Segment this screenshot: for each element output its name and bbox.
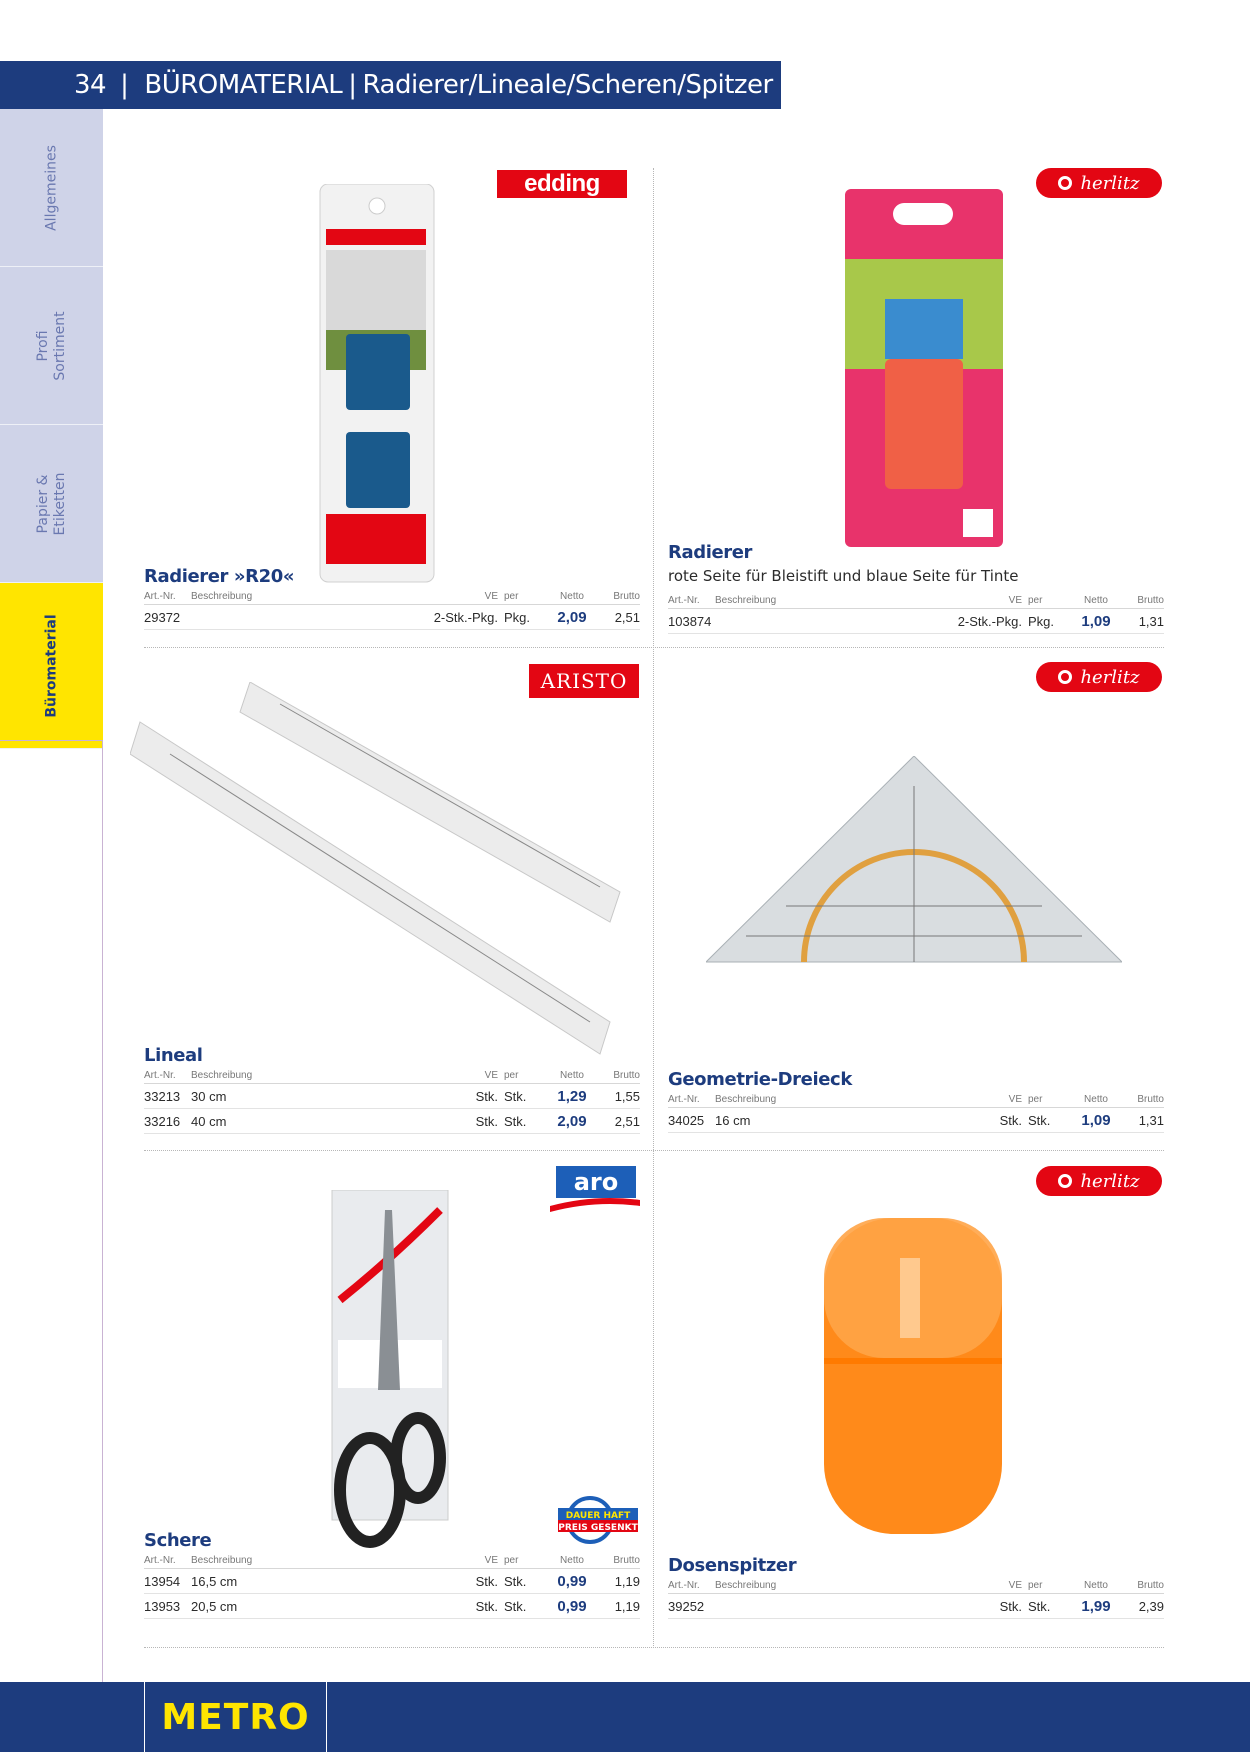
table-row: 33216 40 cm Stk. Stk. 2,09 2,51	[144, 1109, 640, 1134]
sidebar	[0, 109, 103, 749]
col-ve: VE	[929, 1094, 1028, 1108]
col-desc: Beschreibung	[715, 595, 861, 609]
product-title: Dosenspitzer	[668, 1555, 797, 1576]
product-dosenspitzer	[668, 1555, 1164, 1619]
eraser-pack-image	[318, 184, 438, 584]
col-netto: Netto	[544, 1555, 600, 1569]
product-table	[144, 1070, 640, 1134]
product-radierer-r20	[144, 566, 640, 630]
table-row: 13954 16,5 cm Stk. Stk. 0,99 1,19	[144, 1569, 640, 1594]
header-subcategory-separator: |	[348, 70, 357, 100]
header-subcategory: Radierer/Lineale/Scheren/Spitzer	[362, 70, 773, 100]
svg-text:DAUER HAFT: DAUER HAFT	[565, 1511, 631, 1521]
col-desc: Beschreibung	[715, 1580, 929, 1594]
col-desc: Beschreibung	[715, 1094, 929, 1108]
col-art: Art.-Nr.	[144, 1070, 191, 1084]
product-geometrie-dreieck	[668, 1069, 1164, 1133]
sidebar-tab-label: Papier & Etiketten	[34, 472, 68, 535]
sidebar-tab-label: Allgemeines	[43, 144, 59, 231]
product-table	[668, 1580, 1164, 1619]
col-netto: Netto	[544, 1070, 600, 1084]
col-art: Art.-Nr.	[144, 1555, 191, 1569]
col-per: per	[504, 591, 544, 605]
page-footer	[0, 1682, 1250, 1752]
aristo-logo: ARISTO	[529, 664, 639, 698]
product-table	[144, 1555, 640, 1619]
scissors-image	[330, 1190, 452, 1558]
col-per: per	[504, 1555, 544, 1569]
row-divider	[144, 1647, 1164, 1648]
herlitz-logo: herlitz	[1036, 662, 1162, 692]
sidebar-tab-profi-sortiment[interactable]	[0, 267, 103, 425]
header-separator: |	[120, 70, 129, 100]
product-radierer	[668, 542, 1164, 634]
col-brutto: Brutto	[600, 1070, 640, 1084]
col-netto: Netto	[1068, 1580, 1124, 1594]
col-brutto: Brutto	[600, 1555, 640, 1569]
metro-logo: METRO	[144, 1682, 327, 1752]
col-ve: VE	[861, 595, 1028, 609]
col-art: Art.-Nr.	[668, 595, 715, 609]
col-ve: VE	[405, 1070, 504, 1084]
table-row: 103874 2-Stk.-Pkg. Pkg. 1,09 1,31	[668, 609, 1164, 634]
sidebar-divider	[0, 740, 103, 741]
row-divider	[144, 647, 1164, 648]
col-art: Art.-Nr.	[144, 591, 191, 605]
table-row: 33213 30 cm Stk. Stk. 1,29 1,55	[144, 1084, 640, 1109]
col-desc: Beschreibung	[191, 591, 337, 605]
sidebar-tab-bueromaterial[interactable]	[0, 583, 103, 749]
herlitz-ring-icon	[1058, 176, 1072, 190]
table-row: 39252 Stk. Stk. 1,99 2,39	[668, 1594, 1164, 1619]
sharpener-image	[820, 1208, 1006, 1538]
product-title: Geometrie-Dreieck	[668, 1069, 852, 1090]
table-row: 29372 2-Stk.-Pkg. Pkg. 2,09 2,51	[144, 605, 640, 630]
product-title: Schere	[144, 1530, 212, 1551]
sidebar-tab-papier-etiketten[interactable]	[0, 425, 103, 583]
product-title: Radierer »R20«	[144, 566, 295, 587]
col-brutto: Brutto	[1124, 1580, 1164, 1594]
col-per: per	[504, 1070, 544, 1084]
product-table	[668, 595, 1164, 634]
herlitz-eraser-image	[843, 189, 1005, 549]
col-ve: VE	[405, 1555, 504, 1569]
sidebar-tab-label: Profi Sortiment	[34, 310, 68, 381]
col-brutto: Brutto	[600, 591, 640, 605]
product-lineal	[144, 1045, 640, 1134]
col-per: per	[1028, 595, 1068, 609]
col-ve: VE	[337, 591, 504, 605]
row-divider	[144, 1150, 1164, 1151]
product-description: rote Seite für Bleistift und blaue Seite für Tinte	[668, 567, 1019, 585]
herlitz-ring-icon	[1058, 1174, 1072, 1188]
edding-logo: edding	[497, 170, 627, 198]
herlitz-logo: herlitz	[1036, 1166, 1162, 1196]
table-row: 13953 20,5 cm Stk. Stk. 0,99 1,19	[144, 1594, 640, 1619]
svg-text:PREIS GESENKT: PREIS GESENKT	[558, 1523, 638, 1533]
sidebar-edge-line	[102, 740, 103, 1682]
col-art: Art.-Nr.	[668, 1580, 715, 1594]
col-netto: Netto	[1068, 595, 1124, 609]
column-divider	[653, 168, 654, 1648]
sidebar-tab-allgemeines[interactable]	[0, 109, 103, 267]
col-brutto: Brutto	[1124, 1094, 1164, 1108]
col-per: per	[1028, 1580, 1068, 1594]
herlitz-logo: herlitz	[1036, 168, 1162, 198]
aro-logo	[550, 1166, 640, 1212]
col-desc: Beschreibung	[191, 1555, 405, 1569]
col-brutto: Brutto	[1124, 595, 1164, 609]
col-desc: Beschreibung	[191, 1070, 405, 1084]
rulers-image	[130, 682, 630, 1062]
header-category: BÜROMATERIAL	[144, 70, 343, 100]
product-table	[668, 1094, 1164, 1133]
col-netto: Netto	[544, 591, 600, 605]
product-schere	[144, 1530, 640, 1619]
product-table	[144, 591, 640, 630]
product-title: Lineal	[144, 1045, 203, 1066]
product-title: Radierer	[668, 542, 753, 563]
herlitz-ring-icon	[1058, 670, 1072, 684]
col-art: Art.-Nr.	[668, 1094, 715, 1108]
geometry-triangle-image	[706, 756, 1122, 964]
col-ve: VE	[929, 1580, 1028, 1594]
page-header	[0, 61, 781, 109]
page-number: 34	[74, 70, 107, 100]
sidebar-tab-label: Büromaterial	[43, 613, 59, 718]
col-per: per	[1028, 1094, 1068, 1108]
svg-text:aro: aro	[573, 1168, 619, 1196]
col-netto: Netto	[1068, 1094, 1124, 1108]
table-row: 34025 16 cm Stk. Stk. 1,09 1,31	[668, 1108, 1164, 1133]
